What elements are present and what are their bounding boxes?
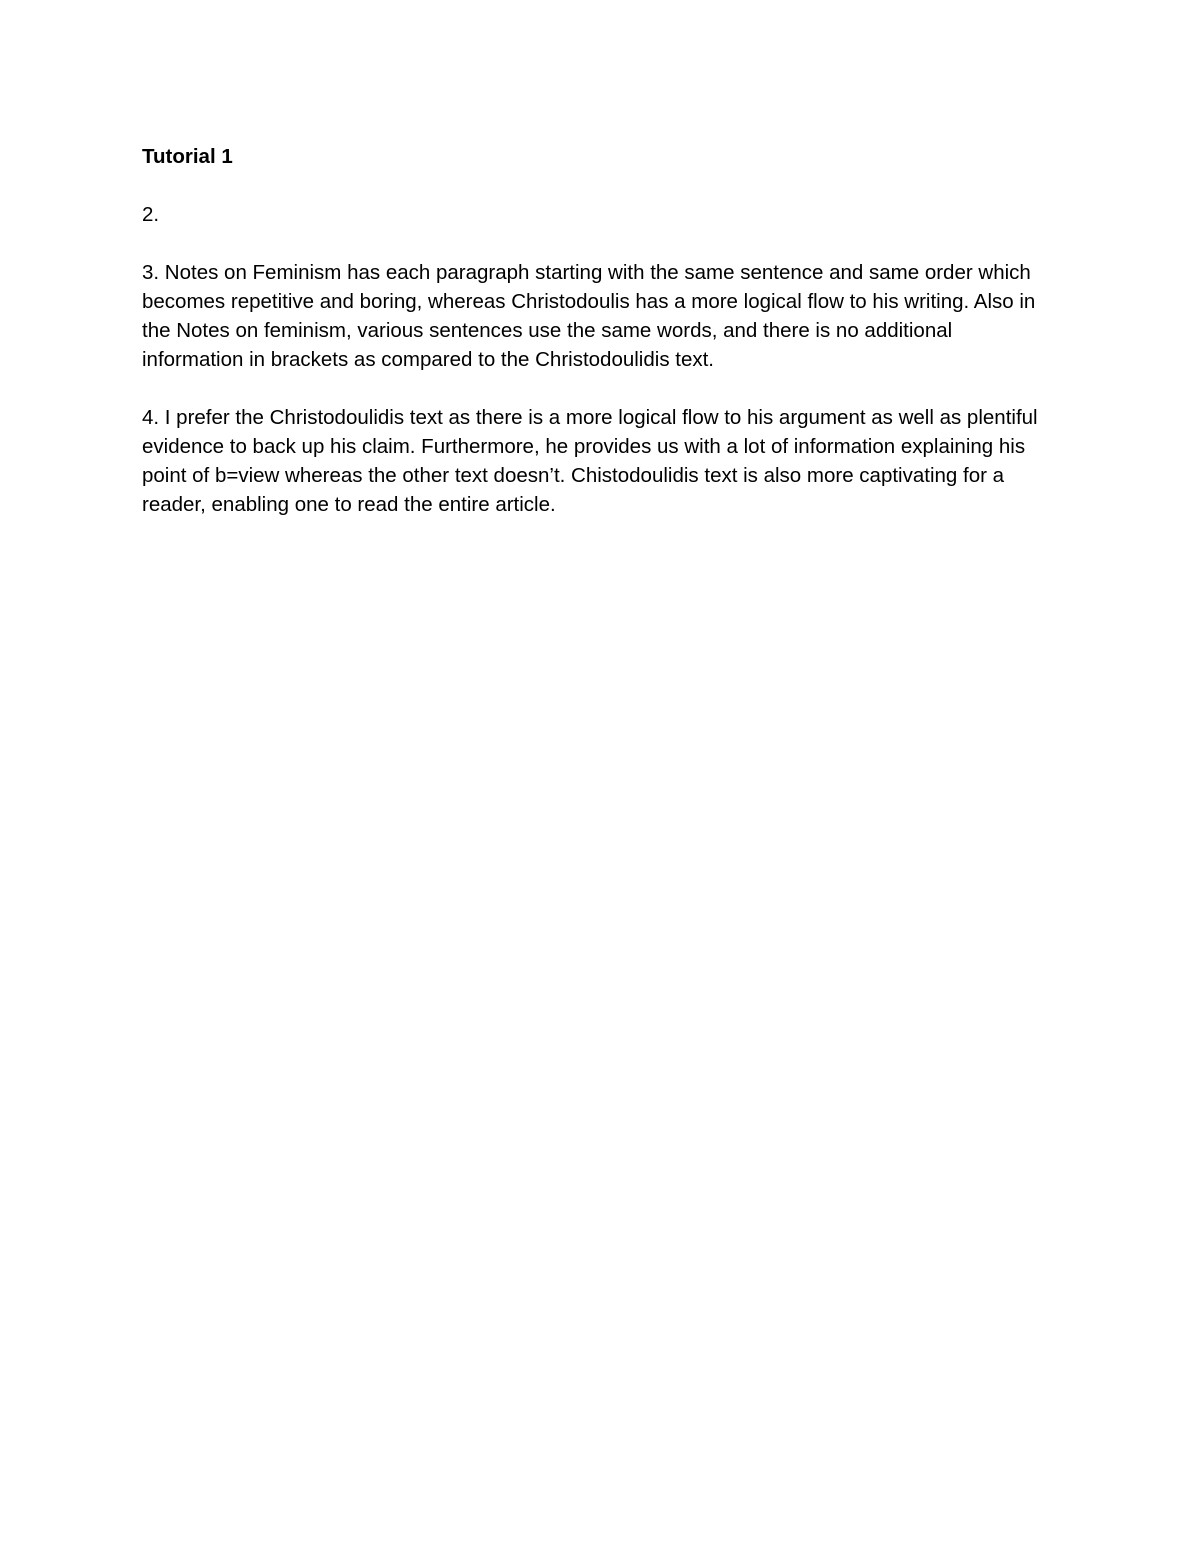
answer-item-3: 3. Notes on Feminism has each paragraph starting with the same sentence and same order which becomes repetitive and boring, whereas Christodoulis has a more logical flow to his writing. Also in the Notes on feminism, various sentences use the same words, and there is no additional information in brackets as compared to the Christodoulidis text. xyxy=(142,261,1036,371)
document-body xyxy=(142,142,1052,519)
spacer xyxy=(142,171,1052,200)
spacer xyxy=(142,374,1052,403)
answer-item-4: 4. I prefer the Christodoulidis text as there is a more logical flow to his argument as well as plentiful evidence to back up his claim. Furthermore, he provides us with a lot of information explaining his point of b=view whereas the other text doesn’t. Chistodoulidis text is also more captivating for a reader, enabling one to read the entire article. xyxy=(142,406,1038,516)
answer-item-2: 2. xyxy=(142,203,160,226)
document-title: Tutorial 1 xyxy=(142,145,233,168)
spacer xyxy=(142,229,1052,258)
